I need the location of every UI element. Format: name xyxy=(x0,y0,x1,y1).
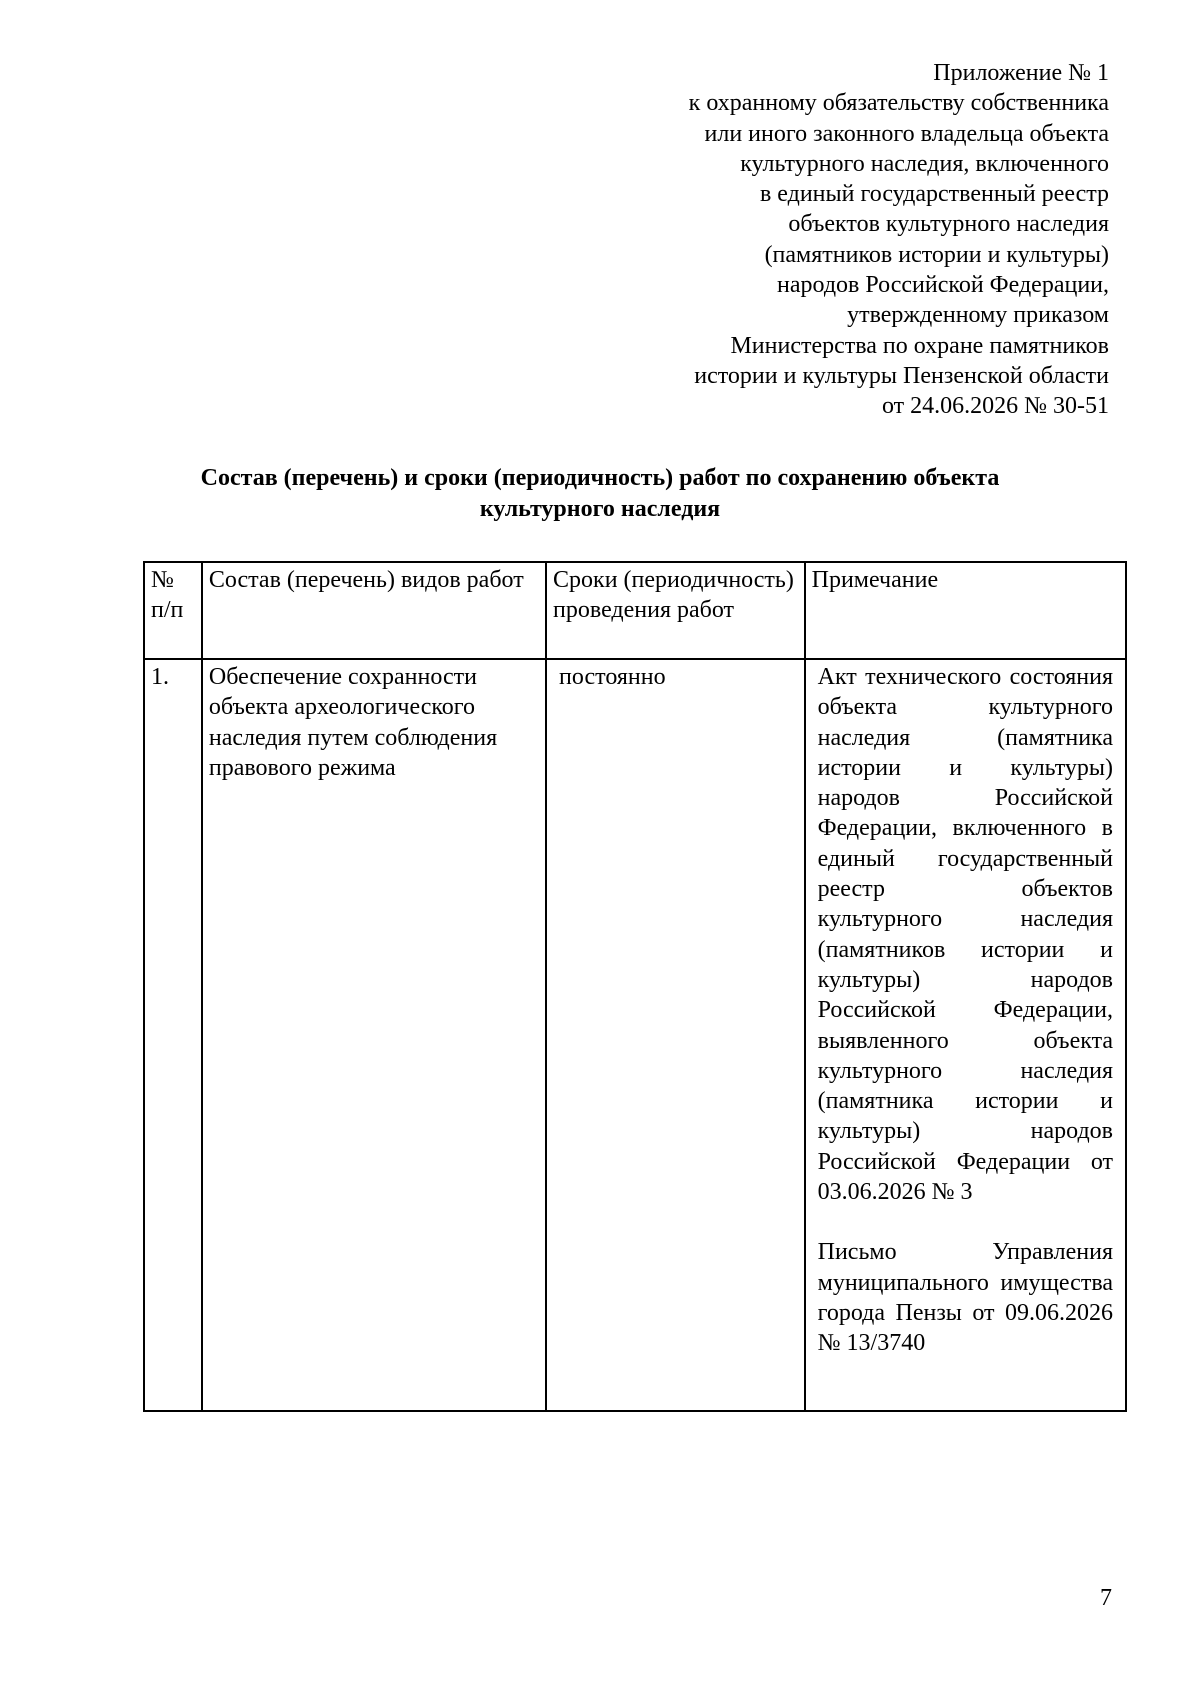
header-cell-terms: Сроки (периодичность) проведения работ xyxy=(546,562,805,659)
appendix-header-line: (памятников истории и культуры) xyxy=(764,241,1109,268)
header-number-line-2: п/п xyxy=(151,597,184,624)
document-title-line-2: культурного наследия xyxy=(479,495,721,522)
row-terms-text: постоянно xyxy=(559,664,666,690)
appendix-header-line: истории и культуры Пензенской области xyxy=(694,362,1109,389)
appendix-header-line: культурного наследия, включенного xyxy=(740,150,1109,177)
appendix-header-line: или иного законного владельца объекта xyxy=(704,120,1109,147)
appendix-header-line: объектов культурного наследия xyxy=(788,211,1109,238)
appendix-header xyxy=(549,58,1109,422)
appendix-header-line: утвержденному приказом xyxy=(847,302,1109,329)
works-table xyxy=(143,561,1127,1412)
row-number-cell: 1. xyxy=(144,659,202,1411)
header-cell-number xyxy=(144,562,202,659)
header-cell-works: Состав (перечень) видов работ xyxy=(202,562,546,659)
document-title xyxy=(0,463,1200,524)
appendix-header-line: в единый государственный реестр xyxy=(759,181,1109,208)
document-title-line-1: Состав (перечень) и сроки (периодичность) работ по сохранению объекта xyxy=(200,465,1000,491)
appendix-header-line: народов Российской Федерации, xyxy=(777,272,1109,299)
appendix-header-line: от 24.06.2026 № 30-51 xyxy=(881,393,1109,420)
row-terms-cell xyxy=(546,659,805,1411)
row-note-cell xyxy=(805,659,1126,1411)
page-number: 7 xyxy=(1100,1585,1112,1611)
header-cell-note: Примечание xyxy=(805,562,1126,659)
appendix-header-line: к охранному обязательству собственника xyxy=(688,90,1109,117)
table-row xyxy=(144,659,1126,1411)
header-number-line-1: № xyxy=(151,567,174,593)
appendix-header-line: Министерства по охране памятников xyxy=(730,332,1109,359)
note-act-paragraph: Акт технического состояния объекта культурного наследия (памятника истории и культуры) народов Российской Федерации, включенного в единый государственный реестр объектов культурного наследия (памятников истории и культуры) народов Российской Федерации, выявленного объекта культурного наследия (памятника истории и культуры) народов Российской Федерации от 03.06.2026 № 3 xyxy=(817,664,1113,1206)
note-letter-paragraph: Письмо Управления муниципального имущества города Пензы от 09.06.2026 № 13/3740 xyxy=(817,1239,1113,1357)
appendix-header-line: Приложение № 1 xyxy=(933,60,1109,86)
table-header-row xyxy=(144,562,1126,659)
row-works-cell: Обеспечение сохранности объекта археологического наследия путем соблюдения правового режима xyxy=(202,659,546,1411)
